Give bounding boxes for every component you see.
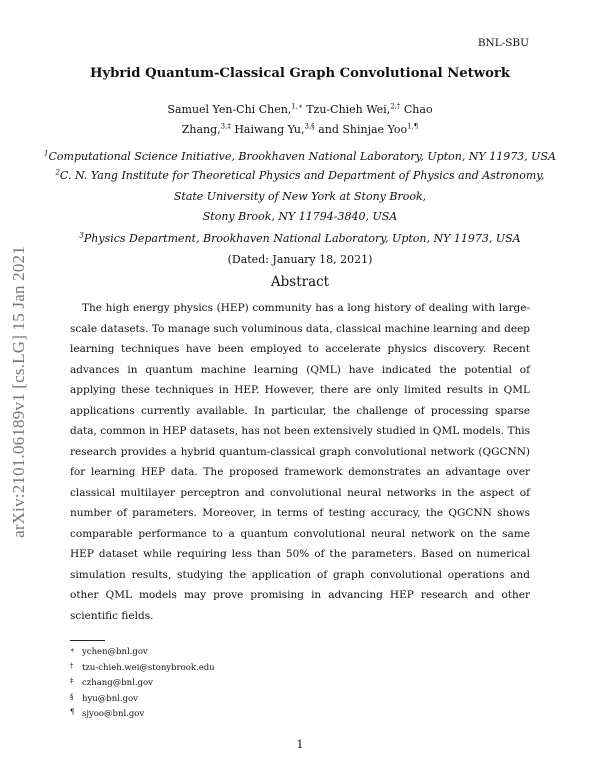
- author-name: Haiwang Yu,: [234, 123, 305, 136]
- footnote-email: tzu-chieh.wei@stonybrook.edu: [82, 662, 215, 673]
- arxiv-stamp: [4, 222, 34, 562]
- footnote-mark: §: [70, 692, 74, 701]
- footnote: [70, 645, 215, 661]
- abstract-body: [70, 298, 530, 626]
- author-name: Samuel Yen-Chi Chen,: [167, 103, 292, 116]
- footnote: [70, 692, 215, 708]
- affiliation-text: Physics Department, Brookhaven National Laboratory, Upton, NY 11973, USA: [83, 232, 521, 245]
- footnote-email: sjyoo@bnl.gov: [82, 709, 145, 719]
- author-affil-mark: 2,†: [390, 102, 401, 111]
- author-name: Chao: [403, 103, 433, 116]
- footnote-email: ychen@bnl.gov: [82, 647, 148, 657]
- author-affil-mark: 1,∗: [291, 102, 303, 111]
- footnote-email: czhang@bnl.gov: [82, 678, 153, 688]
- dated: (Dated: January 18, 2021): [227, 253, 373, 266]
- authors-line-2: [0, 123, 600, 136]
- author-affil-mark: 3,‡: [220, 122, 231, 131]
- authors-line-1: [0, 103, 600, 116]
- abstract-paragraph: The high energy physics (HEP) community has a long history of dealing with large-scale datasets. To manage such voluminous data, classical machine learning and deep learning techniques have been employed to accelerate physics discovery. Recent advances in quantum machine learning (QML) have indicated the potential of applying these techniques in HEP. However, there are only limited results in QML applications currently available. In particular, the challenge of processing sparse data, common in HEP datasets, has not been extensively studied in QML models. This research provides a hybrid quantum-classical graph convolutional network (QGCNN) for learning HEP data. The proposed framework demonstrates an advantage over classical multilayer perceptron and convolutional neural networks in the aspect of number of parameters. Moreover, in terms of testing accuracy, the QGCNN shows comparable performance to a quantum convolutional neural network on the same HEP dataset while requiring less than 50% of the parameters. Based on numerical simulation results, studying the application of graph convolutional operations and other QML models may prove promising in advancing HEP research and other scientific fields.: [70, 302, 530, 622]
- affiliation-1: [0, 150, 600, 163]
- footnote-mark: †: [70, 661, 74, 670]
- affiliation-3: [0, 232, 600, 245]
- affiliation-mark: 1: [44, 149, 49, 158]
- footnote-mark: ‡: [70, 677, 74, 685]
- author-affil-mark: 1,¶: [407, 122, 419, 131]
- affiliation-mark: 2: [55, 168, 60, 177]
- affiliation-2-line-3: Stony Brook, NY 11794-3840, USA: [202, 210, 398, 223]
- author-affil-mark: 3,§: [304, 122, 315, 131]
- abstract-heading: Abstract: [270, 274, 330, 290]
- footnote-rule: [70, 640, 105, 641]
- footnote-mark: ∗: [70, 646, 75, 654]
- affiliation-text: Computational Science Initiative, Brookhaven National Laboratory, Upton, NY 11973, USA: [48, 150, 556, 163]
- affiliation-text: C. N. Yang Institute for Theoretical Physics and Department of Physics and Astronomy,: [59, 169, 545, 182]
- arxiv-stamp-text: arXiv:2101.06189v1 [cs.LG] 15 Jan 2021: [9, 246, 28, 538]
- footnote: [70, 676, 215, 692]
- affiliation-2-line-2: State University of New York at Stony Brook,: [173, 190, 427, 203]
- affiliation-mark: 3: [79, 231, 84, 240]
- author-name: Zhang,: [181, 123, 221, 136]
- footnotes: [70, 645, 215, 723]
- page-number: 1: [296, 738, 304, 751]
- footnote-email: hyu@bnl.gov: [82, 693, 138, 704]
- affiliation-2: [0, 169, 600, 182]
- footnote: [70, 707, 215, 723]
- footnote: [70, 661, 215, 677]
- report-id: BNL-SBU: [477, 37, 529, 49]
- author-name: Tzu-Chieh Wei,: [306, 103, 391, 116]
- author-name: and Shinjae Yoo: [318, 123, 408, 136]
- paper-title: Hybrid Quantum-Classical Graph Convolutional Network: [89, 66, 510, 81]
- footnote-mark: ¶: [70, 708, 75, 716]
